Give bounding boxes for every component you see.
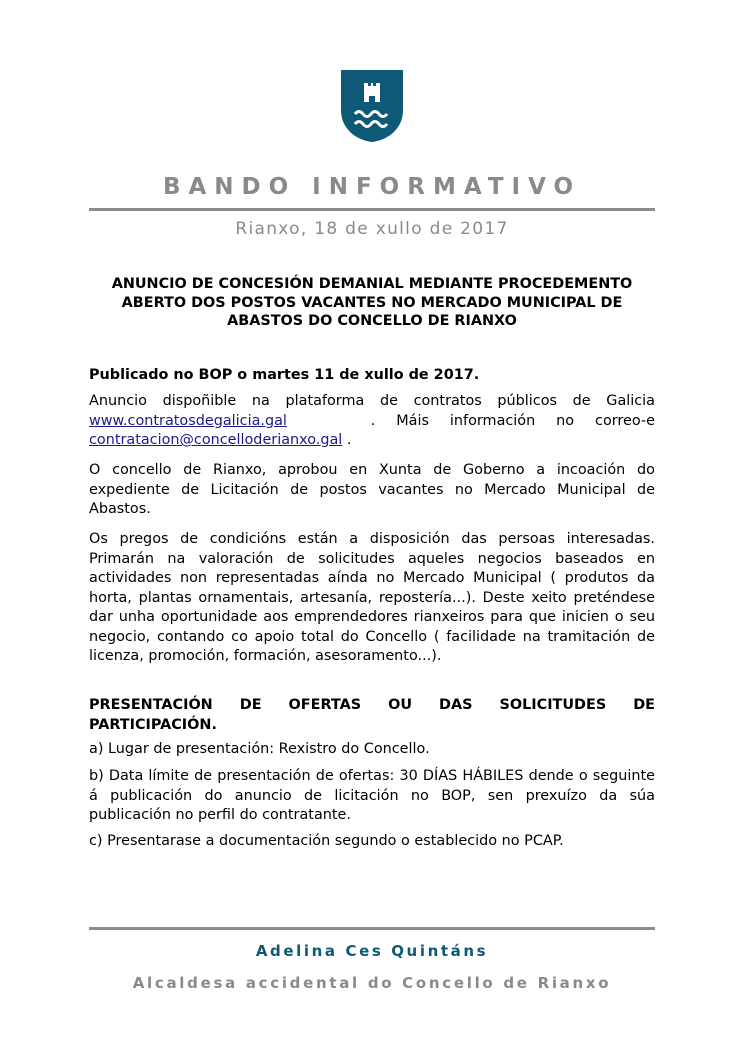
signatory-name: Adelina Ces Quintáns bbox=[255, 942, 489, 960]
paragraph-approval: O concello de Rianxo, aprobou en Xunta de Goberno a incoación do expediente de Licitación de postos vacantes no Mercado Municipal de Abastos. bbox=[89, 462, 655, 517]
section-item-a: a) Lugar de presentación: Rexistro do Concello. bbox=[89, 741, 430, 757]
date-line: Rianxo, 18 de xullo de 2017 bbox=[235, 219, 509, 239]
title-divider bbox=[89, 208, 655, 211]
signatory-role: Alcaldesa accidental do Concello de Rianxo bbox=[132, 974, 612, 992]
availability-paragraph bbox=[89, 392, 655, 451]
coat-of-arms-logo bbox=[341, 70, 403, 142]
availability-text-end: . bbox=[346, 432, 352, 448]
page-title: BANDO INFORMATIVO bbox=[162, 174, 582, 200]
signature-divider bbox=[89, 927, 655, 930]
published-line: Publicado no BOP o martes 11 de xullo de 2017. bbox=[89, 367, 480, 383]
announcement-title: ANUNCIO DE CONCESIÓN DEMANIAL MEDIANTE PROCEDEMENTO ABERTO DOS POSTOS VACANTES NO MERCADO MUNICIPAL DE ABASTOS DO CONCELLO DE RIANXO bbox=[111, 276, 633, 330]
email-link[interactable]: contratacion@concelloderianxo.gal bbox=[89, 432, 343, 448]
contratos-link[interactable]: www.contratosdegalicia.gal bbox=[89, 412, 287, 429]
section-heading: PRESENTACIÓN DE OFERTAS OU DAS SOLICITUDES DE PARTICIPACIÓN. bbox=[89, 697, 655, 733]
availability-text-middle: . Máis información no correo-e bbox=[370, 412, 655, 429]
section-item-c: c) Presentarase a documentación segundo o establecido no PCAP. bbox=[89, 833, 564, 849]
paragraph-conditions: Os pregos de condicións están a disposición das persoas interesadas. Primarán na valoración de solicitudes aqueles negocios baseados en actividades non representadas aínda no Mercado Municipal ( produtos da horta, plantas ornamentais, artesanía, repostería...). Deste xeito preténdese dar unha oportunidade aos emprendedores rianxeiros para que inicien o seu negocio, contando co apoio total do Concello ( facilidade na tramitación de licenza, promoción, formación, asesoramento...). bbox=[89, 531, 655, 664]
availability-text: Anuncio dispoñible na plataforma de contratos públicos de Galicia bbox=[89, 393, 655, 409]
section-item-b: b) Data límite de presentación de ofertas: 30 DÍAS HÁBILES dende o seguinte á publicación do anuncio de licitación no BOP, sen prexuízo da súa publicación no perfil do contratante. bbox=[89, 768, 655, 823]
